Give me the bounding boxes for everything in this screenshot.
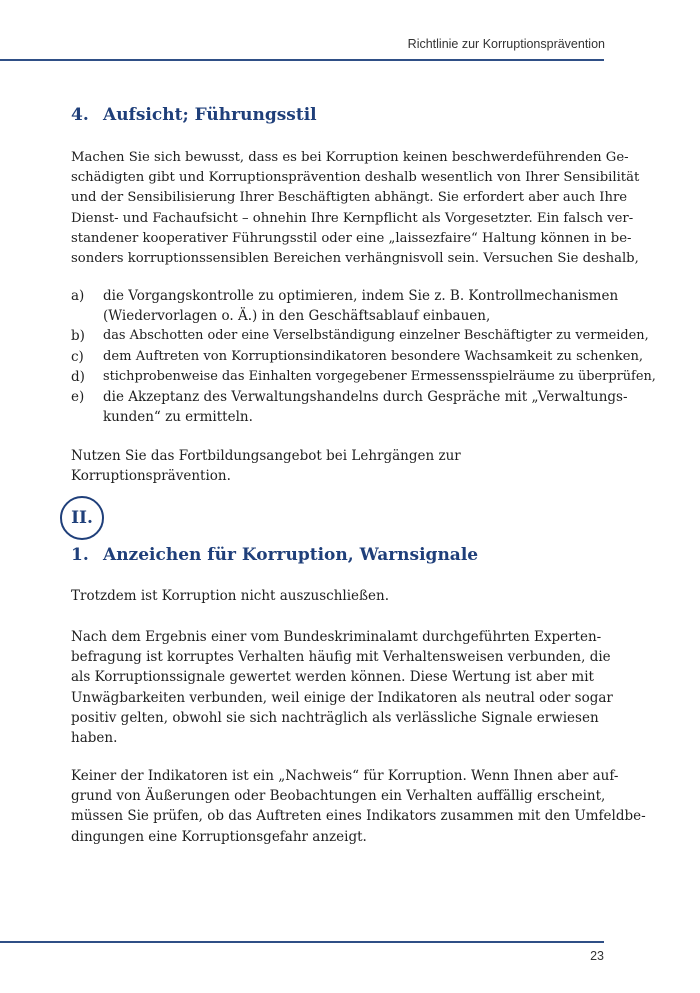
list-text: kunden“ zu ermitteln.	[103, 409, 253, 426]
list-item	[71, 326, 649, 346]
text-line: befragung ist korruptes Verhalten häufig mit Verhaltensweisen verbunden, die	[71, 649, 611, 666]
text-line: müssen Sie prüfen, ob das Auftreten eines Indikators zusammen mit den Umfeldbe-	[71, 808, 646, 825]
page-number: 23	[590, 949, 604, 963]
list-text: die Vorgangskontrolle zu optimieren, indem Sie z. B. Kontrollmechanismen	[103, 288, 619, 304]
section-4-closing	[71, 446, 607, 486]
text-line: positiv gelten, obwohl sie sich nachträglich als verlässliche Signale erwiesen	[71, 709, 599, 726]
text-line: Keiner der Indikatoren ist ein „Nachweis“ für Korruption. Wenn Ihnen aber auf-	[71, 768, 619, 784]
text-line: standener kooperativer Führungsstil oder eine „laissezfaire“ Haltung können in be-	[71, 230, 632, 246]
measures-list	[71, 286, 656, 427]
section-1-paragraph-1	[71, 586, 607, 606]
section-number: 1.	[71, 545, 89, 565]
text-line: dingungen eine Korruptionsgefahr anzeigt.	[71, 828, 367, 845]
list-text: stichprobenweise das Einhalten vorgegebener Ermessensspielräume zu überprüfen,	[103, 368, 656, 384]
text-line: grund von Äußerungen oder Beobachtungen ein Verhalten auffällig erscheint,	[71, 788, 606, 805]
list-text: die Akzeptanz des Verwaltungshandelns durch Gespräche mit „Verwaltungs-	[103, 389, 628, 406]
list-label: e)	[71, 389, 85, 406]
section-title: Anzeichen für Korruption, Warnsignale	[103, 545, 479, 565]
closing-paragraph: Nutzen Sie das Fortbildungsangebot bei Lehrgängen zur Korruptionsprävention.	[71, 448, 461, 485]
list-text: dem Auftreten von Korruptionsindikatoren besondere Wachsamkeit zu schenken,	[103, 348, 644, 364]
text-line: und der Sensibilisierung Ihrer Beschäftigten abhängt. Sie erfordert aber auch Ihre	[71, 190, 628, 206]
paragraph: Trotzdem ist Korruption nicht auszuschließen.	[71, 588, 390, 604]
list-label: c)	[71, 348, 84, 365]
header-rule	[0, 59, 604, 61]
list-item	[71, 347, 644, 367]
text-line: sonders korruptionssensiblen Bereichen verhängnisvoll sein. Versuchen Sie deshalb,	[71, 251, 639, 267]
text-line: Machen Sie sich bewusst, dass es bei Korruption keinen beschwerdeführenden Ge-	[71, 150, 629, 165]
list-item	[71, 367, 656, 387]
text-line: Nach dem Ergebnis einer vom Bundeskriminalamt durchgeführten Experten-	[71, 629, 602, 645]
list-text: das Abschotten oder eine Verselbständigung einzelner Beschäftigter zu vermeiden,	[103, 328, 649, 344]
text-line: schädigten gibt und Korruptionsprävention deshalb wesentlich von Ihrer Sensibilität	[71, 170, 640, 186]
section-number: 4.	[71, 105, 89, 125]
footer-rule	[0, 941, 604, 943]
section-1-heading	[71, 544, 607, 566]
text-line: als Korruptionssignale gewertet werden können. Diese Wertung ist aber mit	[71, 669, 594, 686]
list-label: d)	[71, 368, 85, 385]
section-4-intro	[71, 148, 640, 269]
list-label: b)	[71, 328, 85, 345]
list-item	[71, 387, 628, 427]
text-line: Dienst- und Fachaufsicht – ohnehin Ihre Kernpflicht als Vorgesetzter. Ein falsch ver-	[71, 210, 634, 226]
section-1-paragraph-2	[71, 627, 613, 748]
list-text: (Wiedervorlagen o. Ä.) in den Geschäftsablauf einbauen,	[103, 308, 491, 325]
text-line: Unwägbarkeiten verbunden, weil einige der Indikatoren als neutral oder sogar	[71, 689, 613, 706]
list-item	[71, 286, 619, 326]
text-line: haben.	[71, 730, 118, 747]
list-label: a)	[71, 288, 85, 304]
section-1-paragraph-3	[71, 766, 646, 847]
section-4-heading	[71, 104, 607, 126]
running-header: Richtlinie zur Korruptionsprävention	[407, 37, 605, 51]
chapter-badge: II.	[60, 496, 104, 540]
section-title: Aufsicht; Führungsstil	[103, 105, 317, 125]
